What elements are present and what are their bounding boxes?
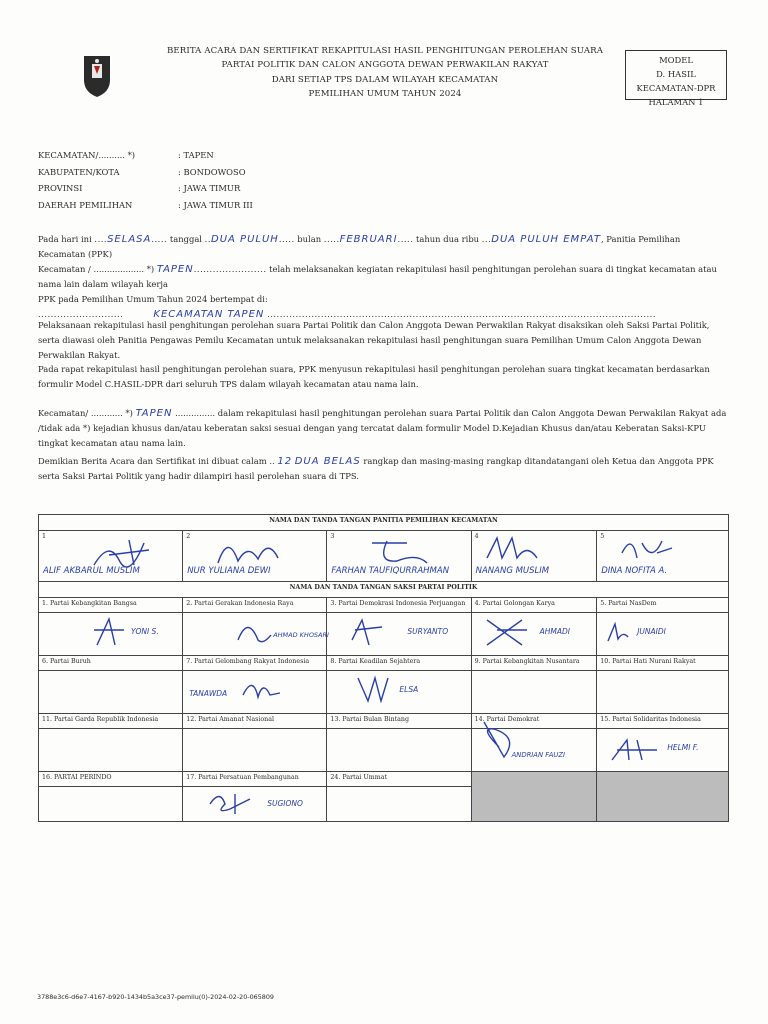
- identity-label: KABUPATEN/KOTA: [38, 166, 120, 177]
- ppk-member-number: 1: [42, 533, 47, 540]
- party-label: 4. Partai Golongan Karya: [471, 598, 597, 613]
- witness-cell: [471, 671, 597, 714]
- header-line-2: PARTAI POLITIK DAN CALON ANGGOTA DEWAN PERWAKILAN RAKYAT: [221, 60, 549, 71]
- opening-text: tanggal: [169, 234, 202, 244]
- witness-name: TANAWDA: [189, 689, 228, 698]
- signature-scribble: [617, 533, 677, 567]
- party-label: 14. Partai Demokrat: [471, 714, 597, 729]
- identity-label: KECAMATAN/.......... *): [38, 150, 136, 160]
- opening-text: Pada hari ini: [38, 234, 92, 244]
- party-label: 3. Partai Demokrasi Indonesia Perjuangan: [327, 598, 471, 613]
- opening-text: tahun dua ribu: [416, 234, 480, 244]
- identity-value: : JAWA TIMUR III: [178, 199, 253, 210]
- party-label: 15. Partai Solidaritas Indonesia: [597, 714, 729, 729]
- signature-scribble: [205, 789, 255, 817]
- ppk-member-number: 4: [474, 533, 479, 540]
- opening-text: PPK pada Pemilihan Umum Tahun 2024 bertempat di:: [38, 294, 268, 304]
- witness-cell: [597, 729, 729, 772]
- paragraph-text: Demikian Berita Acara dan Sertifikat ini dibuat calam ..: [38, 456, 275, 466]
- witness-cell: [327, 671, 471, 714]
- witness-cell: [327, 787, 471, 822]
- model-code: D. HASIL KECAMATAN-DPR: [636, 69, 716, 93]
- ppk-member-cell: [471, 531, 597, 582]
- party-label: 24. Partai Ummat: [327, 772, 471, 787]
- party-label: 7. Partai Gelombang Rakyat Indonesia: [183, 656, 327, 671]
- handwritten-year: DUA PULUH EMPAT: [491, 234, 601, 245]
- opening-text: telah melaksanakan kegiatan rekapitulasi hasil penghitungan perolehan suara di tingkat kecamatan atau nama lain dalam wilayah kerja: [38, 264, 717, 289]
- identity-value: : JAWA TIMUR: [178, 183, 241, 193]
- paragraph-meeting: Pada rapat rekapitulasi hasil penghitungan perolehan suara, PPK menyusun rekapitulasi hasil penghitungan perolehan suara tingkat kecamatan berdasarkan formulir Model C.HASIL-DPR dari seluruh TPS dalam wilayah kecamatan atau nama lain.: [38, 364, 710, 389]
- identity-label: DAERAH PEMILIHAN: [38, 199, 133, 210]
- signature-scribble: [607, 735, 662, 765]
- document-header: [140, 44, 630, 101]
- opening-text: Kecamatan / ................... *): [38, 264, 155, 274]
- witness-name: YONI S.: [131, 627, 159, 636]
- header-line-4: PEMILIHAN UMUM TAHUN 2024: [308, 88, 462, 99]
- empty-cell: [597, 772, 729, 822]
- ppk-member-cell: [183, 531, 327, 582]
- party-label: 8. Partai Keadilan Sejahtera: [327, 656, 471, 671]
- witness-cell: [183, 613, 327, 656]
- model-page: HALAMAN 1: [648, 97, 704, 107]
- ppk-member-name: ALIF AKBARUL MUSLIM: [43, 566, 140, 576]
- kpu-logo: [80, 52, 114, 98]
- party-label: 9. Partai Kebangkitan Nusantara: [471, 656, 597, 671]
- ppk-member-number: 5: [600, 533, 605, 540]
- witness-cell: [183, 787, 327, 822]
- handwritten-place: KECAMATAN TAPEN: [153, 309, 265, 320]
- witness-cell: [327, 729, 471, 772]
- identity-value: : TAPEN: [178, 150, 214, 160]
- witness-cell: [39, 787, 183, 822]
- saksi-title: NAMA DAN TANDA TANGAN SAKSI PARTAI POLITIK: [39, 582, 729, 598]
- party-label: 1. Partai Kebangkitan Bangsa: [39, 598, 183, 613]
- opening-paragraph: Pada hari ini ....SELASA..... tanggal ..DUA PULUH..... bulan .....FEBRUARI..... tahun dua ribu ...DUA PULUH EMPAT, Panitia Pemilihan Kecamatan (PPK) Kecamatan / ................... *) TAPEN....................... telah melaksanakan kegiatan rekapitulasi hasil penghitungan perolehan suara di tingkat kecamatan atau nama lain dalam wilayah kerja PPK pada Pemilihan Umum Tahun 2024 bertempat di: ........................... KECAMATAN TAPEN ...........................................................................................................................: [38, 234, 717, 320]
- paragraph-text: rangkap dan masing-masing rangkap ditandatangani oleh Ketua dan Anggota PPK serta Saksi Partai Politik yang hadir dilampiri hasil perolehan suara di TPS.: [38, 456, 714, 481]
- handwritten-copies-number: 12: [277, 456, 293, 467]
- witness-name: ELSA: [399, 685, 419, 694]
- signature-scribble: [238, 675, 283, 705]
- handwritten-copies-word: DUA BELAS: [294, 456, 361, 467]
- signature-scribble: [353, 673, 393, 703]
- witness-cell: [39, 729, 183, 772]
- party-label: 17. Partai Persatuan Pembangunan: [183, 772, 327, 787]
- ppk-member-cell: [597, 531, 729, 582]
- witness-cell: [183, 729, 327, 772]
- ppk-member-name: FARHAN TAUFIQURRAHMAN: [331, 566, 450, 576]
- witness-name: HELMI F.: [667, 743, 699, 752]
- witness-cell: [597, 671, 729, 714]
- empty-cell: [471, 772, 597, 822]
- witness-cell: [471, 613, 597, 656]
- witness-cell: [327, 613, 471, 656]
- signature-scribble: [603, 619, 633, 647]
- paragraph-closing: [38, 454, 730, 484]
- party-label: 16. PARTAI PERINDO: [39, 772, 183, 787]
- signature-scribble: [367, 533, 437, 569]
- party-label: 5. Partai NasDem: [597, 598, 729, 613]
- signature-table: [38, 514, 729, 822]
- handwritten-month: FEBRUARI: [339, 234, 398, 245]
- paragraph-text: Kecamatan/ ............ *): [38, 408, 133, 418]
- handwritten-kecamatan-2: TAPEN: [135, 408, 173, 419]
- paragraph-text: ............... dalam rekapitulasi hasil penghitungan perolehan suara Partai Politik dan Calon Anggota Dewan Perwakilan Rakyat ada /tidak ada *) kejadian khusus dan/atau keberatan saksi sesuai dengan yang tercatat dalam formulir Model D.Kejadian Khusus dan/atau Keberatan Saksi-KPU tingkat kecamatan atau nama lain.: [38, 408, 727, 448]
- party-label: 10. Partai Hati Nurani Rakyat: [597, 656, 729, 671]
- party-label: 13. Partai Bulan Bintang: [327, 714, 471, 729]
- party-label: 2. Partai Gerakan Indonesia Raya: [183, 598, 327, 613]
- identity-label: PROVINSI: [38, 183, 83, 193]
- witness-name: JUNAIDI: [637, 627, 666, 636]
- witness-cell: [39, 671, 183, 714]
- ppk-member-name: DINA NOFITA A.: [601, 566, 668, 576]
- witness-name: ANDRIAN FAUZI: [511, 751, 565, 759]
- identity-labels: [38, 147, 135, 213]
- document-id-footer: 3788e3c6-d6e7-4167-b920-1434b5a3ce37-pemilu(0)-2024-02-20-065809: [37, 993, 274, 1001]
- ppk-title: NAMA DAN TANDA TANGAN PANITIA PEMILIHAN KECAMATAN: [39, 515, 729, 531]
- handwritten-day: SELASA: [107, 234, 152, 245]
- opening-text: , Panitia Pemilihan Kecamatan (PPK): [38, 234, 681, 259]
- header-line-1: BERITA ACARA DAN SERTIFIKAT REKAPITULASI HASIL PENGHITUNGAN PEROLEHAN SUARA: [166, 46, 604, 56]
- identity-values: [178, 147, 253, 213]
- ppk-member-number: 3: [330, 533, 335, 540]
- handwritten-kecamatan: TAPEN: [156, 264, 194, 275]
- model-label: MODEL: [659, 55, 693, 65]
- ppk-member-cell: [327, 531, 471, 582]
- witness-cell: [597, 613, 729, 656]
- paragraph-witness: Pelaksanaan rekapitulasi hasil penghitungan perolehan suara Partai Politik dan Calon Anggota Dewan Perwakilan Rakyat disaksikan oleh Saksi Partai Politik, serta diawasi oleh Panitia Pengawas Pemilu Kecamatan untuk melaksanakan rekapitulasi hasil penghitungan suara Pemilihan Umum Calon Anggota Dewan Perwakilan Rakyat.: [38, 320, 710, 360]
- ppk-member-number: 2: [186, 533, 191, 540]
- signature-scribble: [482, 615, 532, 649]
- signature-scribble: [89, 615, 129, 649]
- witness-name: SURYANTO: [407, 627, 449, 636]
- ppk-member-cell: [39, 531, 183, 582]
- party-label: 12. Partai Amanat Nasional: [183, 714, 327, 729]
- header-line-3: DARI SETIAP TPS DALAM WILAYAH KECAMATAN: [271, 74, 499, 85]
- ppk-member-name: NUR YULIANA DEWI: [187, 566, 271, 576]
- ppk-member-name: NANANG MUSLIM: [475, 566, 550, 576]
- witness-name: SUGIONO: [267, 799, 303, 808]
- signature-scribble: [347, 615, 387, 649]
- witness-cell: [39, 613, 183, 656]
- signature-scribble: [233, 615, 273, 649]
- witness-name: AHMADI: [539, 627, 570, 636]
- witness-cell: [471, 729, 597, 772]
- opening-text: bulan: [297, 234, 322, 244]
- witness-cell: [183, 671, 327, 714]
- witness-name: AHMAD KHOSARI: [273, 631, 329, 639]
- signature-scribble: [482, 533, 552, 569]
- handwritten-date: DUA PULUH: [211, 234, 279, 245]
- party-label: 6. Partai Buruh: [39, 656, 183, 671]
- party-label: 11. Partai Garda Republik Indonesia: [39, 714, 183, 729]
- model-box: [625, 50, 727, 107]
- identity-value: : BONDOWOSO: [178, 166, 246, 177]
- paragraph-incidents: [38, 406, 730, 451]
